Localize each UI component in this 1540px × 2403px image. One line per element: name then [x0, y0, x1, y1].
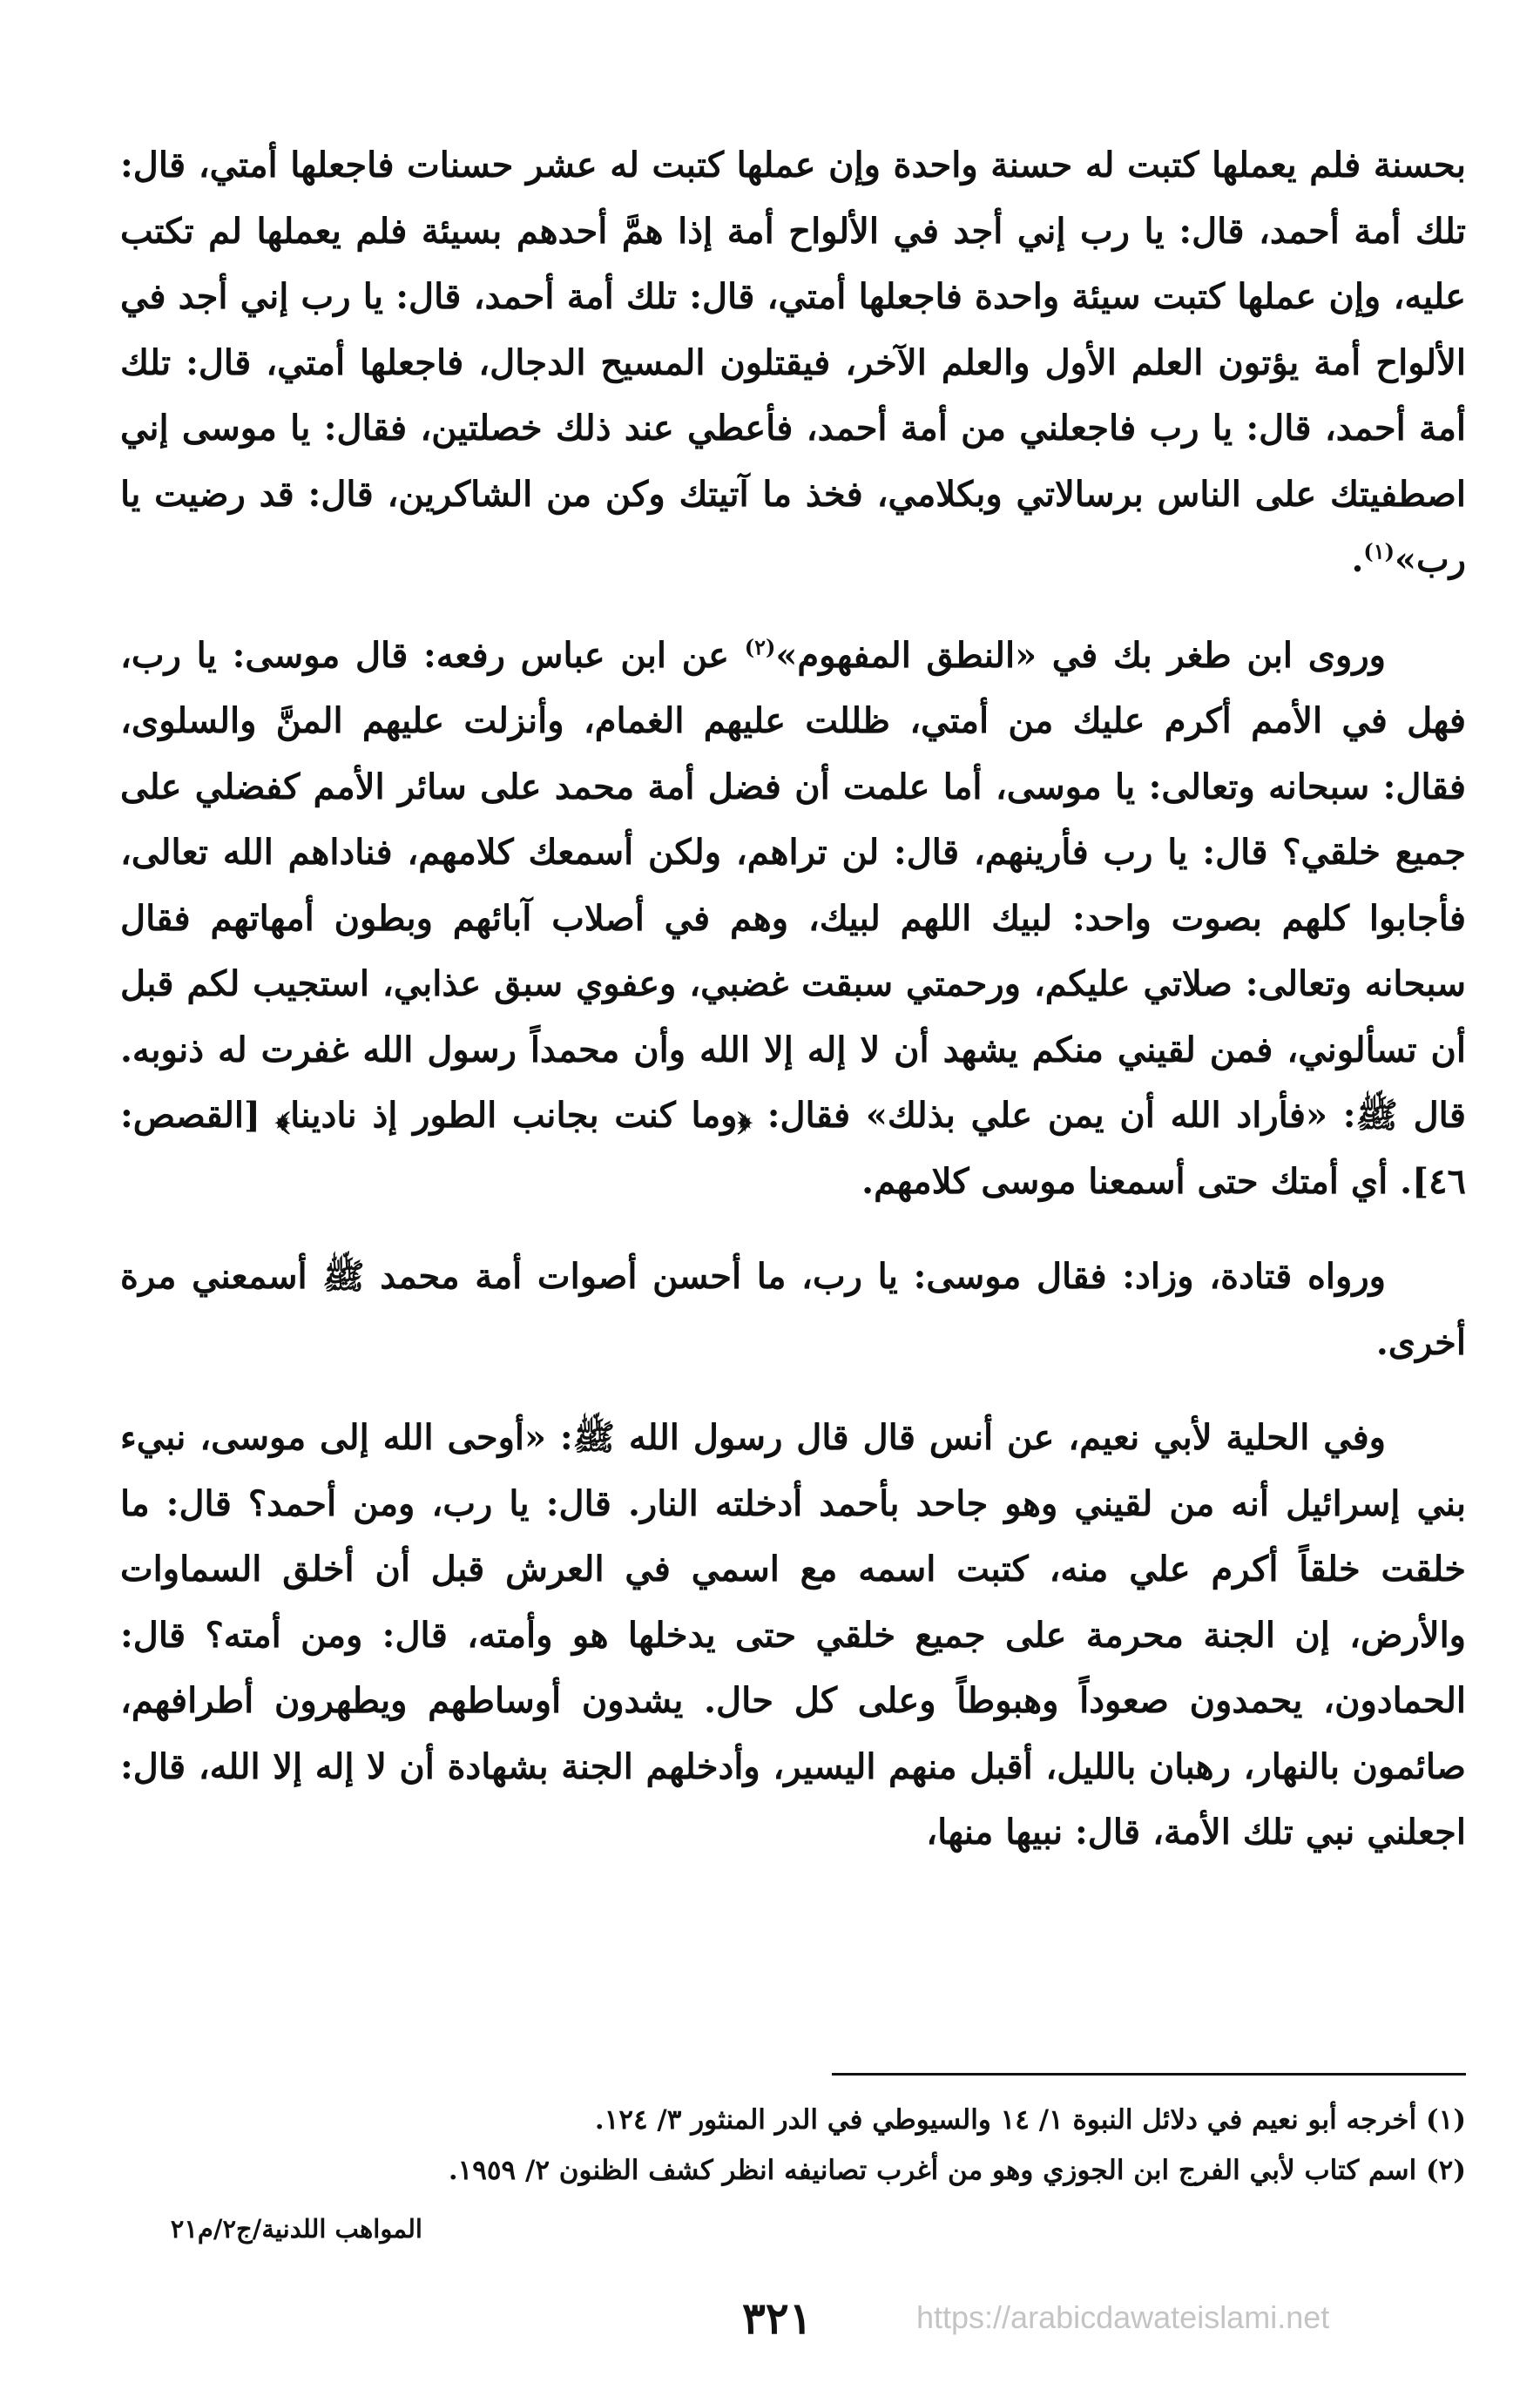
- paragraph-2-tail: عن ابن عباس رفعه: قال موسى: يا رب، فهل في الأمم أكرم عليك من أمتي، ظللت عليهم الغمام، وأنزلت عليهم المنَّ والسلوى، فقال: سبحانه وتعالى: يا موسى، أما علمت أن فضل أمة محمد على سائر الأمم كفضلي على جميع خلقي؟ قال: يا رب فأرينهم، قال: لن تراهم، ولكن أسمعك كلامهم، فناداهم الله تعالى، فأجابوا كلهم بصوت واحد: لبيك اللهم لبيك، وهم في أصلاب آبائهم وبطون أمهاتهم فقال سبحانه وتعالى: صلاتي عليكم، ورحمتي سبقت غضبي، وعفوي سبق عذابي، استجيب لكم قبل أن تسألوني، فمن لقيني منكم يشهد أن لا إله إلا الله وأن محمداً رسول الله غفرت له ذنوبه. قال ﷺ: «فأراد الله أن يمن علي بذلك» فقال: ﴿وما كنت بجانب الطور إذ نادينا﴾ [القصص: ٤٦]. أي أمتك حتى أسمعنا موسى كلامهم.: [120, 634, 1466, 1202]
- footnote-2: (٢) اسم كتاب لأبي الفرج ابن الجوزي وهو من أغرب تصانيفه انظر كشف الظنون ٢/ ١٩٥٩.: [448, 2155, 1466, 2186]
- paragraph-3: [120, 1244, 1466, 1375]
- book-signature: المواهب اللدنية/ج٢/م٢١: [170, 2214, 422, 2244]
- paragraph-2: [120, 623, 1466, 1215]
- paragraph-1-tail: .: [1351, 539, 1364, 580]
- page-number: ٣٢١: [742, 2292, 813, 2344]
- paragraph-1-text: بحسنة فلم يعملها كتبت له حسنة واحدة وإن عملها كتبت له عشر حسنات فاجعلها أمتي، قال: تلك أمة أحمد، قال: يا رب إني أجد في الألواح أمة إذا همَّ أحدهم بسيئة فلم يعملها لم تكتب عليه، وإن عملها كتبت سيئة واحدة فاجعلها أمتي، قال: تلك أمة أحمد، قال: يا رب إني أجد في الألواح أمة يؤتون العلم الأول والعلم الآخر، فيقتلون المسيح الدجال، فاجعلها أمتي، قال: تلك أمة أحمد، قال: يا رب فاجعلني من أمة أحمد، فأعطي عند ذلك خصلتين، فقال: يا موسى إني اصطفيتك على الناس برسالاتي وبكلامي، فخذ ما آتيتك وكن من الشاكرين، قال: قد رضيت يا رب»: [120, 145, 1466, 580]
- paragraph-3-text: ورواه قتادة، وزاد: فقال موسى: يا رب، ما أحسن أصوات أمة محمد ﷺ أسمعني مرة أخرى.: [120, 1256, 1466, 1363]
- footnote-ref-2[interactable]: (٢): [744, 634, 776, 660]
- paragraph-4-text: وفي الحلية لأبي نعيم، عن أنس قال قال رسول الله ﷺ: «أوحى الله إلى موسى، نبيء بني إسرائيل أنه من لقيني وهو جاحد بأحمد أدخلته النار. قال: يا رب، ومن أحمد؟ قال: ما خلقت خلقاً أكرم علي منه، كتبت اسمه مع اسمي في العرش قبل أن أخلق السماوات والأرض، إن الجنة محرمة على جميع خلقي حتى يدخلها هو وأمته، قال: ومن أمته؟ قال: الحمادون، يحمدون صعوداً وهبوطاً وعلى كل حال. يشدون أوساطهم ويطهرون أطرافهم، صائمون بالنهار، رهبان بالليل، أقبل منهم اليسير، وأدخلهم الجنة بشهادة أن لا إله إلا الله، قال: اجعلني نبي تلك الأمة، قال: نبيها منها،: [120, 1417, 1466, 1853]
- paragraph-4: [120, 1405, 1466, 1866]
- watermark-url: https://arabicdawateislami.net: [916, 2299, 1330, 2335]
- footnote-ref-1[interactable]: (١): [1363, 538, 1395, 564]
- footnote-separator: [832, 2073, 1466, 2076]
- paragraph-2-text: وروى ابن طغر بك في «النطق المفهوم»: [775, 634, 1386, 676]
- paragraph-1: [120, 132, 1466, 593]
- footnote-1: (١) أخرجه أبو نعيم في دلائل النبوة ١/ ١٤ والسيوطي في الدر المنثور ٣/ ١٢٤.: [594, 2104, 1466, 2136]
- main-text: [120, 132, 1466, 1866]
- footnotes: [120, 2095, 1466, 2196]
